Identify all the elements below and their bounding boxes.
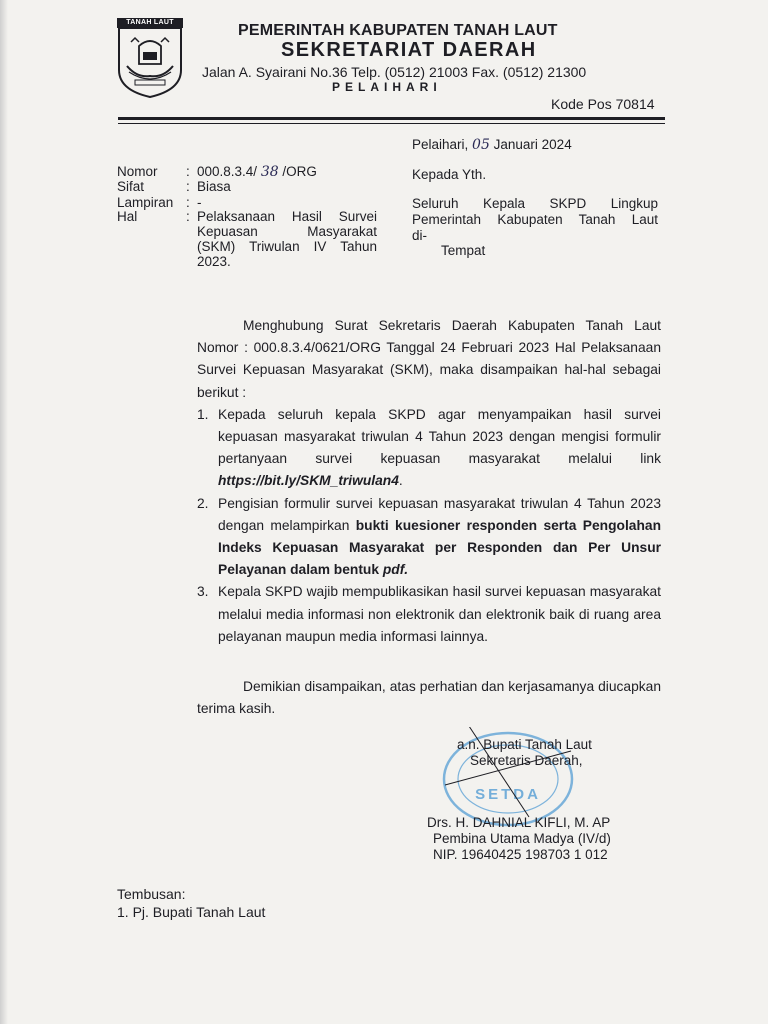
lampiran-value: - [197,195,202,210]
lampiran-label: Lampiran [117,195,174,210]
recipient-greeting: Kepada Yth. [412,167,487,182]
sifat-label: Sifat [117,179,145,194]
list-item-text: . [398,473,403,489]
hal-line: Kepuasan Masyarakat [197,224,377,239]
lampiran-colon: : [186,195,190,210]
signature-on-behalf: a.n. Bupati Tanah Laut [457,737,592,752]
letterhead-office: SEKRETARIAT DAERAH [281,39,537,61]
body-closing: Demikian disampaikan, atas perhatian dan kerjasamanya diucapkan terima kasih. [197,679,661,716]
recipient-block [412,196,658,244]
list-item-text: pdf. [382,562,409,578]
nomor-handwritten: 38 [260,164,279,180]
list-item-text: Pengisian formulir survei kepuasan masyarakat triwulan 4 Tahun 2023 dengan melampirkan [218,495,661,533]
nomor-label: Nomor [117,164,158,179]
stamp-text: SETDA [475,786,541,803]
sifat-colon: : [186,179,190,194]
list-item-text: Kepada seluruh kepala SKPD agar menyampaikan hasil survei kepuasan masyarakat triwulan 4 Tahun 2023 dengan mengisi formulir pertanyaan survei kepuasan masyarakat melalui link [218,406,661,467]
nomor-colon: : [186,164,190,179]
survey-link[interactable]: https://bit.ly/SKM_triwulan4 [218,473,399,489]
date-month-year: Januari 2024 [493,137,572,152]
recipient-line: di- [412,228,428,243]
date-day-handwritten: 05 [472,137,490,153]
body-list-item [197,404,661,493]
sifat-value: Biasa [197,179,231,194]
tembusan-label: Tembusan: [117,886,186,902]
hal-value [197,209,377,269]
list-item-number: 3. [197,584,209,600]
logo-band-text: TANAH LAUT [117,18,183,28]
hal-colon: : [186,209,190,224]
nomor-value [197,164,317,180]
body-intro: Menghubung Surat Sekretaris Daerah Kabupaten Tanah Laut Nomor : 000.8.3.4/0621/ORG Tanggal 24 Februari 2023 Hal Pelaksanaan Survei Kepuasan Masyarakat (SKM), maka disampaikan hal-hal sebagai berikut : [197,318,661,400]
tembusan-block [117,885,265,921]
letterhead-city: PELAIHARI [332,80,442,94]
hal-line: 2023. [197,254,231,269]
hal-line: Pelaksanaan Hasil Survei [197,209,377,224]
letterhead-postal-code: Kode Pos 70814 [551,96,655,112]
signature-block [427,737,611,863]
body-list [197,404,661,648]
nomor-suffix: /ORG [282,164,317,179]
list-item-number: 2. [197,495,209,511]
signatory-name: Drs. H. DAHNIAL KIFLI, M. AP [427,815,611,830]
tembusan-item: 1. Pj. Bupati Tanah Laut [117,904,266,920]
recipient-line: Pemerintah Kabupaten Tanah Laut [412,212,658,227]
letterhead-address: Jalan A. Syairani No.36 Telp. (0512) 21003 Fax. (0512) 21300 [202,64,587,80]
regency-logo [117,18,183,98]
recipient-line: Seluruh Kepala SKPD Lingkup [412,196,658,211]
list-item-number: 1. [197,406,209,422]
recipient-place: Tempat [441,243,486,258]
body-list-item [197,493,661,582]
nomor-prefix: 000.8.3.4/ [197,164,258,179]
letter-date [412,136,572,154]
logo-shield-icon [117,18,183,98]
list-item-text: bukti kuesioner responden serta Pengolahan Indeks Kepuasan Masyarakat per Responden dan Per Unsur Pelayanan dalam bentuk [218,517,661,578]
body-list-item [197,581,661,648]
letterhead-rule-thin [118,123,665,124]
signature-space [433,769,611,815]
hal-label: Hal [117,209,138,224]
scan-edge-shadow [0,0,8,1024]
hal-line: (SKM) Triwulan IV Tahun [197,239,377,254]
letterhead-rule-thick [118,117,665,120]
letter-body [197,315,661,648]
list-item-text: Kepala SKPD wajib mempublikasikan hasil survei kepuasan masyarakat melalui media informasi non elektronik dan elektronik baik di ruang area pelayanan maupun media informasi lainnya. [218,584,661,644]
signatory-nip: NIP. 19640425 198703 1 012 [433,847,608,862]
signatory-rank: Pembina Utama Madya (IV/d) [433,831,611,846]
date-prefix: Pelaihari, [412,137,469,152]
signature-title: Sekretaris Daerah, [470,753,583,768]
letterhead-government: PEMERINTAH KABUPATEN TANAH LAUT [238,22,558,39]
